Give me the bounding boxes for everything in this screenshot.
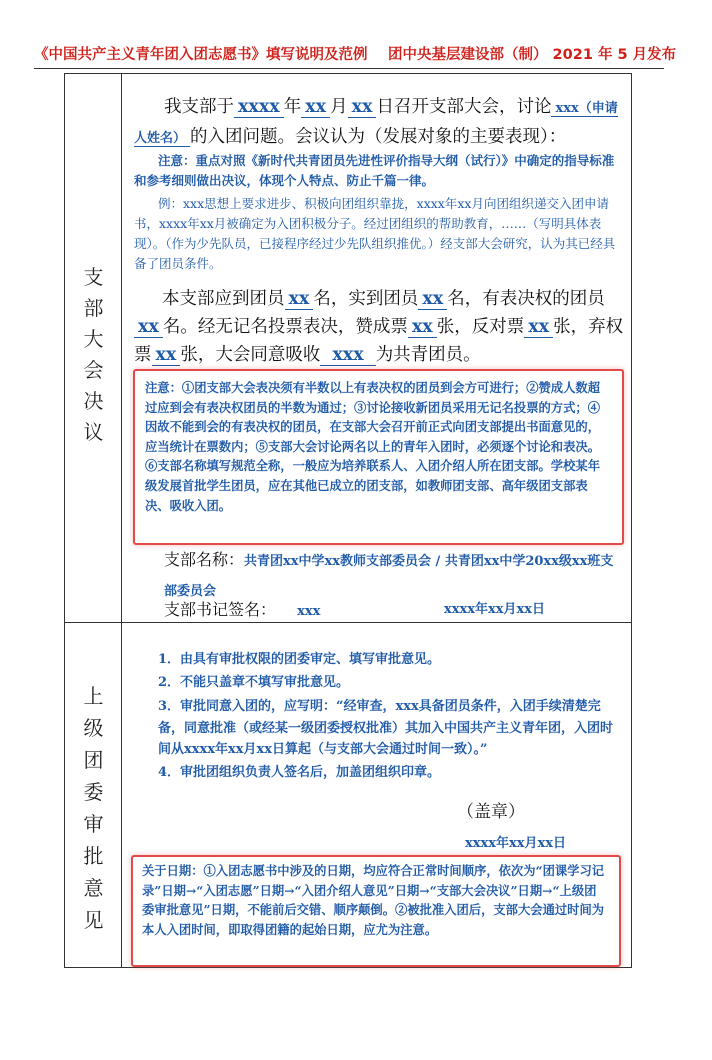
text: 张，大会同意吸收 bbox=[180, 345, 321, 365]
text: 张，弃权票 bbox=[134, 317, 624, 365]
text: 月 bbox=[330, 97, 348, 117]
label-char: 大 bbox=[83, 327, 104, 351]
date-rules-note: 关于日期：①入团志愿书中涉及的日期，均应符合正常时间顺序，依次为“团课学习记录”日期→“入团志愿”日期→“入团介绍人意见”日期→“支部大会决议”日期→“上级团委审批意见”日期，不能前后交错、顺序颠倒。②被批准入团后，支部大会通过时间为本人入团时间，即取得团籍的起始日期，应尤为注意。 bbox=[142, 863, 605, 937]
secretary-signature-row bbox=[164, 596, 626, 626]
text: 名。经无记名投票表决，赞成票 bbox=[162, 317, 408, 337]
label-char: 决 bbox=[83, 389, 104, 413]
no-votes-value: xx bbox=[524, 317, 553, 338]
actual-attend-value: xx bbox=[418, 289, 447, 310]
accepted-name-value: xxx bbox=[320, 345, 375, 366]
header-title-right: 团中央基层建设部（制） 2021 年 5 月发布 bbox=[388, 47, 677, 63]
yes-votes-value: xx bbox=[408, 317, 437, 338]
abstain-votes-value: xx bbox=[152, 345, 181, 366]
approval-item-4: 4．审批团组织负责人签名后，加盖团组织印章。 bbox=[158, 765, 441, 780]
label-char: 见 bbox=[83, 908, 104, 932]
text: 名，实到团员 bbox=[313, 289, 419, 309]
day-value: xx bbox=[348, 97, 377, 118]
approval-item-3: 3．审批同意入团的，应写明：“经审查，xxx具备团员条件，入团手续清楚完备，同意批准（或经某一级团委授权批准）其加入中国共产主义青年团，入团时间从xxxx年xx月xx日算起（与支部大会通过时间一致）。” bbox=[158, 699, 614, 757]
branch-name-value: 共青团xx中学xx教师支部委员会 / 共青团xx中学20xx级xx班支部委员会 bbox=[164, 554, 614, 599]
label-char: 议 bbox=[83, 420, 104, 444]
label-char: 级 bbox=[83, 716, 104, 740]
page-header bbox=[34, 42, 677, 69]
text: 的入团问题。会议认为（发展对象的主要表现）： bbox=[190, 127, 567, 147]
applicant-name-value: xxx（申请人姓名） bbox=[134, 101, 618, 146]
label-char: 委 bbox=[83, 780, 104, 804]
approval-item-1: 1．由具有审批权限的团委审定、填写审批意见。 bbox=[158, 652, 441, 667]
table-column-divider bbox=[121, 73, 122, 967]
label-char: 支 bbox=[83, 265, 104, 289]
approval-item-2: 2．不能只盖章不填写审批意见。 bbox=[158, 675, 350, 690]
header-title-left: 《中国共产主义青年团入团志愿书》填写说明及范例 bbox=[34, 47, 368, 63]
label-char: 会 bbox=[83, 358, 104, 382]
text: 名，有表决权的团员 bbox=[447, 289, 605, 309]
section-label-branch-resolution bbox=[66, 262, 121, 448]
approval-date-value: xxxx年xx月xx日 bbox=[465, 836, 567, 851]
text: 我支部于 bbox=[164, 97, 234, 117]
seal-label: （盖章） bbox=[457, 802, 525, 822]
guidance-note: 注意：重点对照《新时代共青团员先进性评价指导大纲（试行）》中确定的指导标准和参考细则做出决议，体现个人特点、防止千篇一律。 bbox=[134, 153, 615, 188]
text: 为共青团员。 bbox=[375, 345, 481, 365]
label-char: 批 bbox=[83, 844, 104, 868]
text: 张，反对票 bbox=[436, 317, 525, 337]
label-char: 部 bbox=[83, 296, 104, 320]
secretary-signature-value: xxx bbox=[297, 604, 321, 619]
label-char: 审 bbox=[83, 812, 104, 836]
voting-members-value: xx bbox=[134, 317, 163, 338]
label-char: 团 bbox=[83, 748, 104, 772]
label-char: 意 bbox=[83, 876, 104, 900]
year-value: xxxx bbox=[234, 97, 284, 118]
branch-name-label: 支部名称： bbox=[164, 550, 245, 569]
example-text: 例：xxx思想上要求进步、积极向团组织靠拢，xxxx年xx月向团组织递交入团申请书，xxxx年xx月被确定为入团积极分子。经过团组织的帮助教育，……（写明具体表现）。（作为少先队员，已接程序经过少先队组织推优。）经支部大会研究，认为其已经具备了团员条件。 bbox=[134, 196, 616, 271]
month-value: xx bbox=[301, 97, 330, 118]
resolution-date-value: xxxx年xx月xx日 bbox=[444, 602, 546, 617]
voting-rules-note: 注意：①团支部大会表决须有半数以上有表决权的团员到会方可进行；②赞成人数超过应到会有表决权团员的半数为通过；③讨论接收新团员采用无记名投票的方式；④因故不能到会的有表决权的团员，在支部大会召开前正式向团支部提出书面意见的，应当统计在票数内；⑤支部大会讨论两名以上的青年入团时，必须逐个讨论和表决。⑥支部名称填写规范全称，一般应为培养联系人、入团介绍人所在团支部。学校某年级发展首批学生团员，应在其他已成立的团支部，如教师团支部、高年级团支部表决、吸收入团。 bbox=[145, 380, 600, 513]
meeting-paragraph bbox=[134, 93, 624, 153]
label-char: 上 bbox=[83, 684, 104, 708]
text: 日召开支部大会，讨论 bbox=[376, 97, 552, 117]
secretary-signature-label: 支部书记签名： bbox=[164, 600, 277, 619]
text: 年 bbox=[283, 97, 302, 117]
text: 本支部应到团员 bbox=[162, 289, 285, 309]
vote-paragraph bbox=[134, 285, 624, 369]
should-attend-value: xx bbox=[285, 289, 314, 310]
section-label-approval bbox=[66, 680, 121, 936]
